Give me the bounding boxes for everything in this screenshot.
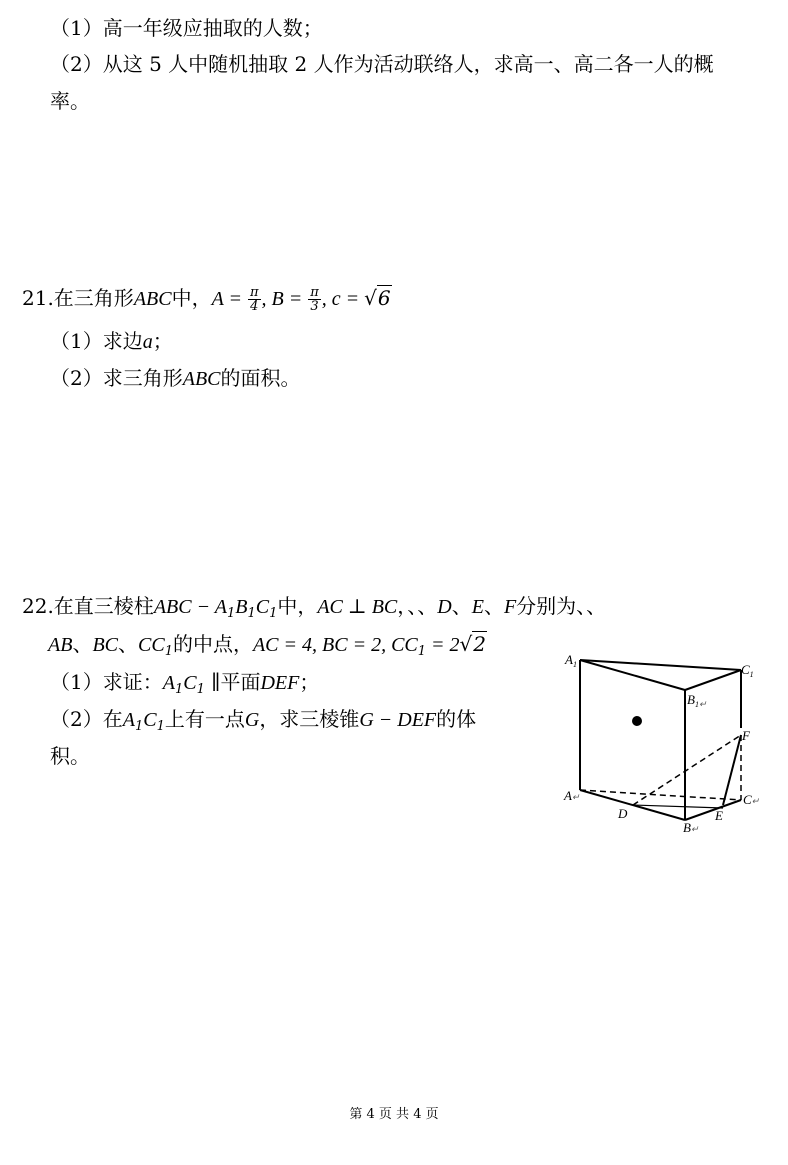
page-footer: 第 4 页 共 4 页 bbox=[349, 1107, 439, 1122]
q22-parallel: ∥平面 bbox=[204, 670, 261, 694]
q22-midpoint-text: 的中点， bbox=[172, 632, 253, 656]
q22-part2-suffix: 的体 bbox=[436, 707, 477, 731]
q21-A-eq: A = bbox=[211, 288, 247, 310]
label-b1: $B_1↵$ bbox=[687, 692, 707, 709]
figure-labels bbox=[563, 652, 760, 835]
q21-part1 bbox=[50, 327, 173, 356]
q20-part2-line2: 率。 bbox=[50, 89, 90, 113]
q21-three: 3 bbox=[310, 299, 319, 314]
q22-CC: CC bbox=[138, 634, 165, 656]
q22-part2-line2: 积。 bbox=[50, 744, 90, 768]
q22-part2-prefix: （2）在 bbox=[50, 707, 123, 731]
q21-part1-prefix: （1）求边 bbox=[50, 329, 143, 353]
q22-prism-a: ABC − A bbox=[153, 596, 227, 618]
q21-part2-tri: ABC bbox=[182, 368, 221, 390]
q21-zhong: 中， bbox=[171, 286, 212, 310]
label-e: E bbox=[715, 808, 723, 823]
q21-pi: π bbox=[249, 285, 259, 300]
q22-AB: AB bbox=[48, 634, 73, 656]
q21-pi-2: π bbox=[310, 285, 319, 300]
label-a: A↵ bbox=[564, 788, 580, 803]
q22-lengths-b: = 2 bbox=[426, 634, 460, 656]
q22-perp: AC ⊥ BC bbox=[317, 596, 398, 618]
q22-part1-C: C bbox=[183, 672, 197, 694]
q21-part2 bbox=[50, 364, 301, 393]
q22-part2-A: A bbox=[122, 709, 135, 731]
center-dot bbox=[632, 716, 642, 726]
q22-mid-text: ，、、 bbox=[397, 594, 438, 618]
q22-semi: ； bbox=[299, 670, 320, 694]
label-c: C↵ bbox=[743, 792, 760, 807]
q21-part2-suffix: 的面积。 bbox=[220, 366, 301, 390]
q22-part2-mid2: ，求三棱锥 bbox=[259, 707, 360, 731]
q22-part2-C: C bbox=[143, 709, 157, 731]
q22-dun-3: 、 bbox=[72, 632, 93, 656]
q21-frac-pi-3 bbox=[308, 286, 321, 313]
q22-prefix: 22.在直三棱柱 bbox=[22, 594, 154, 618]
q22-dun-4: 、 bbox=[118, 632, 138, 656]
q20-part1: （1）高一年级应抽取的人数； bbox=[50, 16, 323, 40]
q21-six: 6 bbox=[377, 286, 391, 310]
q22-DEF: DEF bbox=[260, 672, 300, 694]
edge-a1-c1 bbox=[580, 660, 741, 670]
q22-dun-1: 、 bbox=[451, 594, 472, 618]
sqrt-sign: √ bbox=[364, 286, 377, 310]
label-a1: $A_1$ bbox=[565, 652, 577, 669]
sqrt-sign-2: √ bbox=[459, 632, 473, 656]
edge-a-b bbox=[580, 790, 685, 820]
label-c1: $C_1$ bbox=[741, 662, 754, 679]
q22-D: D bbox=[437, 596, 452, 618]
q22-part2 bbox=[50, 705, 476, 741]
q22-sub-1i: 1 bbox=[156, 719, 165, 734]
q22-zhong: 中， bbox=[277, 594, 318, 618]
edge-d-e bbox=[633, 805, 723, 808]
q21-four: 4 bbox=[250, 299, 259, 314]
q22-G-DEF: G − DEF bbox=[359, 709, 437, 731]
label-b: B↵ bbox=[683, 820, 699, 835]
label-d: D bbox=[618, 806, 628, 821]
q21-a: a bbox=[142, 331, 153, 353]
q22-prism-b: B bbox=[235, 596, 248, 618]
q21-part2-prefix: （2）求三角形 bbox=[50, 366, 183, 390]
q22-dun-2: 、 bbox=[483, 594, 504, 618]
q22-E: E bbox=[471, 596, 484, 618]
q22-G: G bbox=[244, 709, 260, 731]
q21-semi: ； bbox=[152, 329, 173, 353]
edge-b-c bbox=[685, 800, 741, 820]
q22-BC: BC bbox=[92, 634, 118, 656]
q22-two: 2 bbox=[473, 632, 487, 656]
q22-prism-c: C bbox=[255, 596, 270, 618]
edge-b1-c1 bbox=[685, 670, 741, 690]
prism-solid-edges bbox=[580, 660, 741, 820]
q22-sub-1h: 1 bbox=[134, 719, 144, 734]
q21-frac-pi-4 bbox=[248, 286, 261, 313]
prism-hidden-edges bbox=[580, 735, 741, 805]
q22-sub-1g: 1 bbox=[196, 682, 205, 697]
q22-part1-A: A bbox=[162, 672, 175, 694]
q21-B-eq: , B = bbox=[261, 288, 308, 310]
q22-part1-prefix: （1）求证： bbox=[50, 670, 163, 694]
q22-sub-1f: 1 bbox=[174, 682, 184, 697]
q22-lengths-a: AC = 4, BC = 2, CC bbox=[252, 634, 418, 656]
q22-part2-mid: 上有一点 bbox=[164, 707, 245, 731]
q22-sub-1a: 1 bbox=[226, 606, 236, 621]
q22-fen-bie: 分别为、、 bbox=[516, 594, 607, 618]
prism-figure bbox=[555, 648, 765, 848]
label-f: F bbox=[742, 728, 750, 743]
q22-sub-1d: 1 bbox=[164, 644, 173, 659]
q21-triangle: ABC bbox=[133, 288, 172, 310]
q22-sub-1e: 1 bbox=[417, 644, 427, 659]
edge-a1-b1 bbox=[580, 660, 685, 690]
q22-sub-1b: 1 bbox=[247, 606, 256, 621]
q22-part1 bbox=[50, 668, 319, 704]
edge-a-c-hidden bbox=[580, 790, 741, 800]
q22-stem-line2 bbox=[48, 630, 487, 666]
q20-part2-line1: （2）从这 5 人中随机抽取 2 人作为活动联络人，求高一、高二各一人的概 bbox=[50, 52, 714, 76]
q22-stem-line1 bbox=[22, 592, 606, 628]
q22-sub-1c: 1 bbox=[269, 606, 278, 621]
q21-prefix: 21.在三角形 bbox=[22, 286, 134, 310]
q22-F: F bbox=[503, 596, 517, 618]
q21-c-eq: , c = bbox=[321, 288, 365, 310]
q21-stem bbox=[22, 284, 392, 313]
